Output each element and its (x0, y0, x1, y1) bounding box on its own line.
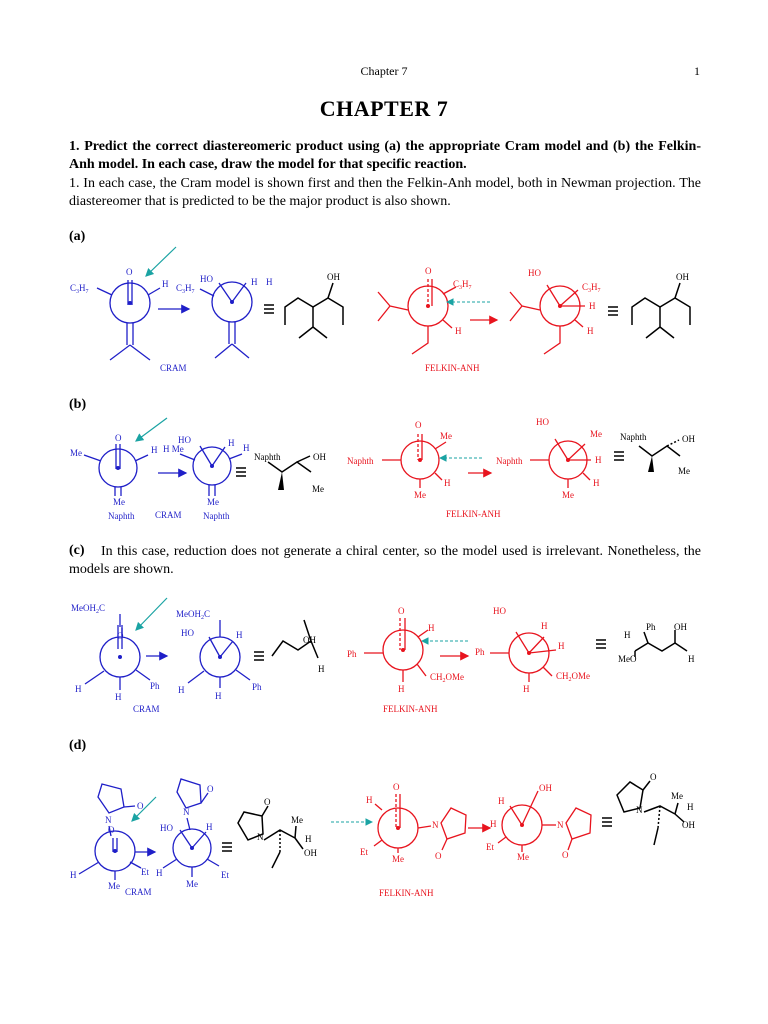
svg-text:Naphth: Naphth (254, 452, 281, 462)
svg-text:H: H (523, 684, 530, 694)
svg-text:Me: Me (312, 484, 324, 494)
part-a-felkin-skeletal-product (632, 272, 690, 338)
svg-text:Ph: Ph (150, 681, 160, 691)
svg-text:Ph: Ph (347, 649, 357, 659)
svg-text:H: H (444, 478, 451, 488)
svg-text:Me: Me (291, 815, 303, 825)
svg-text:H: H (151, 445, 158, 455)
svg-text:H: H (178, 685, 185, 695)
part-a-cram-skeletal-product (285, 272, 343, 338)
svg-text:OH: OH (539, 783, 552, 793)
svg-text:OH: OH (676, 272, 689, 282)
part-b-felkin-product (496, 417, 602, 500)
svg-text:H: H (595, 455, 602, 465)
svg-text:H: H (366, 795, 373, 805)
svg-text:Me: Me (562, 490, 574, 500)
svg-text:Naphth: Naphth (620, 432, 647, 442)
part-b-felkin-skeletal-product (620, 432, 695, 476)
svg-text:OH: OH (682, 434, 695, 444)
svg-text:H: H (498, 796, 505, 806)
svg-text:O: O (393, 782, 400, 792)
equivalence-sign (236, 468, 246, 476)
svg-text:O: O (425, 266, 432, 276)
svg-text:O: O (126, 267, 133, 277)
equivalence-sign (264, 305, 274, 313)
svg-text:H: H (305, 834, 312, 844)
svg-text:O: O (650, 772, 657, 782)
svg-text:H: H (243, 443, 250, 453)
part-d-felkin-label: FELKIN-ANH (379, 888, 434, 898)
part-b-cram-label: CRAM (155, 510, 182, 520)
equivalence-sign (596, 640, 606, 648)
svg-text:N: N (105, 815, 112, 825)
svg-text:HO: HO (200, 274, 213, 284)
svg-text:C3H7: $C_3H_7$ (453, 279, 472, 291)
svg-text:Et: Et (486, 842, 494, 852)
equivalence-sign (608, 307, 618, 315)
chapter-title: CHAPTER 7 (319, 96, 449, 121)
svg-text:H: H (398, 684, 405, 694)
part-a-felkin-label: FELKIN-ANH (425, 363, 480, 373)
svg-text:H: H (490, 819, 497, 829)
svg-text:H: H (251, 277, 258, 287)
svg-text:Me: Me (517, 852, 529, 862)
svg-text:O: O (137, 801, 144, 811)
equivalence-sign (614, 452, 624, 460)
part-d-felkin-reactant (360, 782, 466, 864)
svg-text:H: H (156, 868, 163, 878)
svg-text:N: N (636, 805, 643, 815)
question-text: 1. Predict the correct diastereomeric product using (a) the appropriate Cram model and (b) the Felkin-Anh model. In each case, draw the model for that specific reaction. (69, 139, 701, 172)
part-b-felkin-reactant (347, 420, 452, 500)
part-c-cram-skeletal-product (272, 620, 325, 674)
svg-text:N: N (432, 820, 439, 830)
svg-text:N: N (557, 820, 564, 830)
svg-text:H: H (215, 691, 222, 701)
svg-text:O: O (264, 797, 271, 807)
svg-text:H: H (688, 654, 695, 664)
svg-text:O: O (117, 631, 124, 641)
svg-text:Naphth: Naphth (347, 456, 374, 466)
part-a-cram-product (176, 274, 273, 358)
part-b-cram-reactant (70, 433, 158, 521)
svg-text:Naphth: Naphth (203, 511, 230, 521)
svg-text:Me: Me (70, 448, 82, 458)
svg-text:Naphth: Naphth (496, 456, 523, 466)
page-number: 1 (694, 64, 700, 78)
svg-text:C3H7: $C_3H_7$ (70, 283, 89, 295)
svg-text:H: H (541, 621, 548, 631)
svg-text:OH: OH (682, 820, 695, 830)
part-b-felkin-label: FELKIN-ANH (446, 509, 501, 519)
svg-text:HO: HO (536, 417, 549, 427)
part-b-cram-product (163, 435, 250, 521)
svg-text:C3H7: $C_3H_7$ (582, 282, 601, 294)
svg-text:MeOH2C: MeOH$_2$C (176, 609, 211, 621)
svg-text:O: O (115, 433, 122, 443)
svg-text:H: H (115, 692, 122, 702)
svg-text:O: O (108, 825, 115, 835)
part-b-cram-skeletal-product (254, 452, 326, 494)
svg-text:N: N (183, 807, 190, 817)
part-a-cram-label: CRAM (160, 363, 187, 373)
part-d-cram-reactant (70, 784, 149, 891)
part-a-cram-reactant (70, 267, 169, 360)
svg-text:OH: OH (303, 635, 316, 645)
equivalence-sign (602, 818, 612, 826)
part-d-felkin-product (486, 783, 591, 862)
part-label-a: (a) (69, 229, 86, 244)
part-d-cram-product (156, 779, 229, 889)
svg-text:C3H7: $C_3H_7$ (176, 283, 195, 295)
svg-text:H: H (428, 623, 435, 633)
svg-text:HO: HO (160, 823, 173, 833)
equivalence-sign (222, 843, 232, 851)
svg-text:HO: HO (493, 606, 506, 616)
svg-text:O: O (207, 784, 214, 794)
svg-text:Ph: Ph (252, 682, 262, 692)
svg-text:Ph: Ph (646, 622, 656, 632)
svg-text:H: H (75, 684, 82, 694)
svg-text:Me: Me (113, 497, 125, 507)
svg-text:Et: Et (360, 847, 368, 857)
part-label-c: (c) (69, 543, 85, 558)
part-c-cram-product (176, 609, 262, 701)
svg-text:Me: Me (671, 791, 683, 801)
svg-text:Me: Me (108, 881, 120, 891)
svg-text:H: H (228, 438, 235, 448)
svg-text:H: H (266, 277, 273, 287)
svg-text:CH2OMe: $CH_2OMe$ (556, 671, 591, 683)
answer-text: 1. In each case, the Cram model is shown first and then the Felkin-Anh model, both in Newman projection. The diastereomer that is predicted to be the major product is also shown. (69, 176, 701, 209)
svg-text:CH2OMe: $CH_2OMe$ (430, 672, 465, 684)
svg-text:Me: Me (414, 490, 426, 500)
svg-text:Naphth: Naphth (108, 511, 135, 521)
part-c-felkin-reactant (347, 606, 464, 694)
svg-text:O: O (415, 420, 422, 430)
svg-text:Ph: Ph (475, 647, 485, 657)
svg-text:Me: Me (678, 466, 690, 476)
svg-text:Me: Me (590, 429, 602, 439)
svg-text:N: N (257, 832, 264, 842)
part-label-b: (b) (69, 397, 87, 412)
part-label-d: (d) (69, 738, 87, 753)
svg-text:Me: Me (440, 431, 452, 441)
svg-text:H: H (318, 664, 325, 674)
part-c-cram-label: CRAM (133, 704, 160, 714)
svg-text:H: H (70, 870, 77, 880)
svg-text:H: H (624, 630, 631, 640)
svg-text:HO: HO (181, 628, 194, 638)
part-c-felkin-label: FELKIN-ANH (383, 704, 438, 714)
part-d-felkin-skeletal-product (617, 772, 695, 845)
part-c-felkin-skeletal-product (618, 622, 695, 664)
svg-text:O: O (435, 851, 442, 861)
svg-text:H: H (589, 301, 596, 311)
svg-text:O: O (562, 850, 569, 860)
part-c-note-text: In this case, reduction does not generate a chiral center, so the model used is irrelevant. Nonetheless, the models are shown. (69, 544, 701, 577)
svg-text:HO: HO (178, 435, 191, 445)
svg-text:Me: Me (392, 854, 404, 864)
part-a-felkin-reactant (378, 266, 472, 354)
running-title: Chapter 7 (360, 64, 408, 78)
svg-text:OH: OH (304, 848, 317, 858)
svg-text:H: H (587, 326, 594, 336)
svg-text:OH: OH (674, 622, 687, 632)
part-c-cram-reactant (71, 603, 160, 702)
svg-text:H Me: H Me (163, 444, 184, 454)
svg-text:Et: Et (141, 867, 149, 877)
svg-text:H: H (236, 630, 243, 640)
svg-text:Et: Et (221, 870, 229, 880)
svg-text:HO: HO (528, 268, 541, 278)
part-d-cram-label: CRAM (125, 887, 152, 897)
svg-text:OH: OH (313, 452, 326, 462)
part-c-felkin-product (475, 606, 590, 694)
equivalence-sign (254, 652, 264, 660)
part-d-cram-skeletal-product (238, 797, 317, 868)
svg-text:OH: OH (327, 272, 340, 282)
svg-text:Me: Me (207, 497, 219, 507)
svg-text:H: H (687, 802, 694, 812)
svg-text:O: O (398, 606, 405, 616)
svg-text:MeO: MeO (618, 654, 637, 664)
svg-text:H: H (558, 641, 565, 651)
svg-text:H: H (593, 478, 600, 488)
part-a-felkin-product (510, 268, 601, 354)
svg-text:H: H (455, 326, 462, 336)
svg-text:Me: Me (186, 879, 198, 889)
svg-text:H: H (162, 279, 169, 289)
svg-text:H: H (206, 822, 213, 832)
svg-text:MeOH2C: MeOH$_2$C (71, 603, 106, 615)
